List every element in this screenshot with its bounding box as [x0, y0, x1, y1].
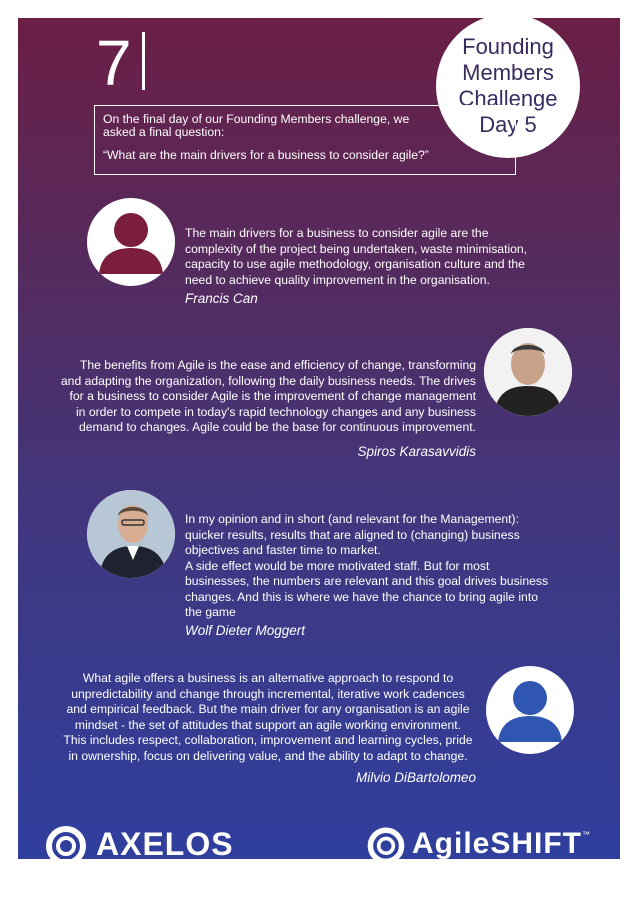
response-line: The benefits from Agile is the ease and efficiency of change, transforming — [79, 358, 476, 372]
page-number-divider — [142, 32, 145, 90]
response-line: A side effect would be more motivated staff. But for most — [185, 558, 490, 573]
person-placeholder-icon — [486, 666, 574, 754]
response-line: This includes respect, collaboration, improvement and learning cycles, pride — [63, 733, 473, 747]
badge-line-3: Challenge — [458, 86, 558, 111]
response-line: in ownership, focus on delivering value, and the ability to adapt to change. — [68, 748, 468, 763]
response-line: objectives and faster time to market. — [185, 543, 381, 557]
response-2-author: Spiros Karasavvidis — [357, 444, 476, 459]
intro-text: On the final day of our Founding Members challenge, we asked a final question: — [103, 112, 410, 139]
intro-question: “What are the main drivers for a business to consider agile?” — [103, 148, 429, 162]
response-line: demand to changes. Agile could be the base for continuous improvement. — [78, 420, 476, 434]
trademark-mark: ™ — [582, 830, 591, 839]
axelos-logo — [42, 824, 234, 859]
response-3-text — [185, 512, 595, 621]
response-line: unpredictability and change through incremental, iterative work cadences — [71, 686, 465, 701]
response-line: What agile offers a business is an alternative approach to respond to — [82, 671, 454, 685]
badge-line-1: Founding — [462, 34, 554, 59]
response-line: complexity of the project being undertaken, waste minimisation, — [185, 241, 528, 256]
response-line: and adapting the organization, following the daily business needs. The drives — [60, 373, 476, 388]
person-placeholder-icon — [87, 198, 175, 286]
page-number: 7 — [96, 27, 134, 99]
response-4-text — [48, 671, 488, 764]
agileshift-logo — [364, 824, 590, 859]
question-box — [94, 105, 516, 175]
poster — [18, 18, 620, 859]
person-photo — [87, 490, 175, 578]
response-2-text — [38, 358, 476, 436]
response-line: changes. And this is where we have the chance to bring agile into — [185, 589, 538, 604]
response-line: capacity to use agile methodology, organisation culture and the — [185, 257, 525, 271]
response-line: the game — [185, 605, 236, 619]
response-1-author: Francis Can — [185, 291, 258, 306]
response-line: The main drivers for a business to consider agile are the — [185, 226, 489, 240]
response-line: for a business to consider Agile is the improvement of change management — [69, 389, 476, 403]
response-line: mindset - the set of attitudes that support an agile working environment. — [74, 717, 462, 732]
person-photo — [484, 328, 572, 416]
response-line: and empirical feedback. But the main driver for any organisation is an agile — [66, 702, 470, 716]
badge-line-2: Members — [462, 60, 554, 85]
axelos-mark-icon — [42, 824, 90, 859]
badge-line-4: Day 5 — [479, 112, 537, 137]
response-line: quicker results, results that are aligned to (changing) business — [185, 527, 520, 542]
axelos-logo-text: AXELOS — [96, 825, 234, 859]
response-line: need to achieve quality improvement in the organisation. — [185, 272, 490, 287]
response-line: In my opinion and in short (and relevant for the Management): — [185, 512, 519, 526]
agileshift-mark-icon — [364, 824, 408, 859]
response-4-author: Milvio DiBartolomeo — [355, 770, 476, 785]
response-3-author: Wolf Dieter Moggert — [185, 623, 306, 638]
response-line: in order to compete in today's rapid technology changes and any business — [75, 404, 476, 419]
response-line: businesses, the numbers are relevant and this goal drives business — [185, 574, 549, 588]
response-1-text — [185, 226, 585, 288]
agileshift-logo-text: AgileSHIFT — [412, 827, 583, 859]
